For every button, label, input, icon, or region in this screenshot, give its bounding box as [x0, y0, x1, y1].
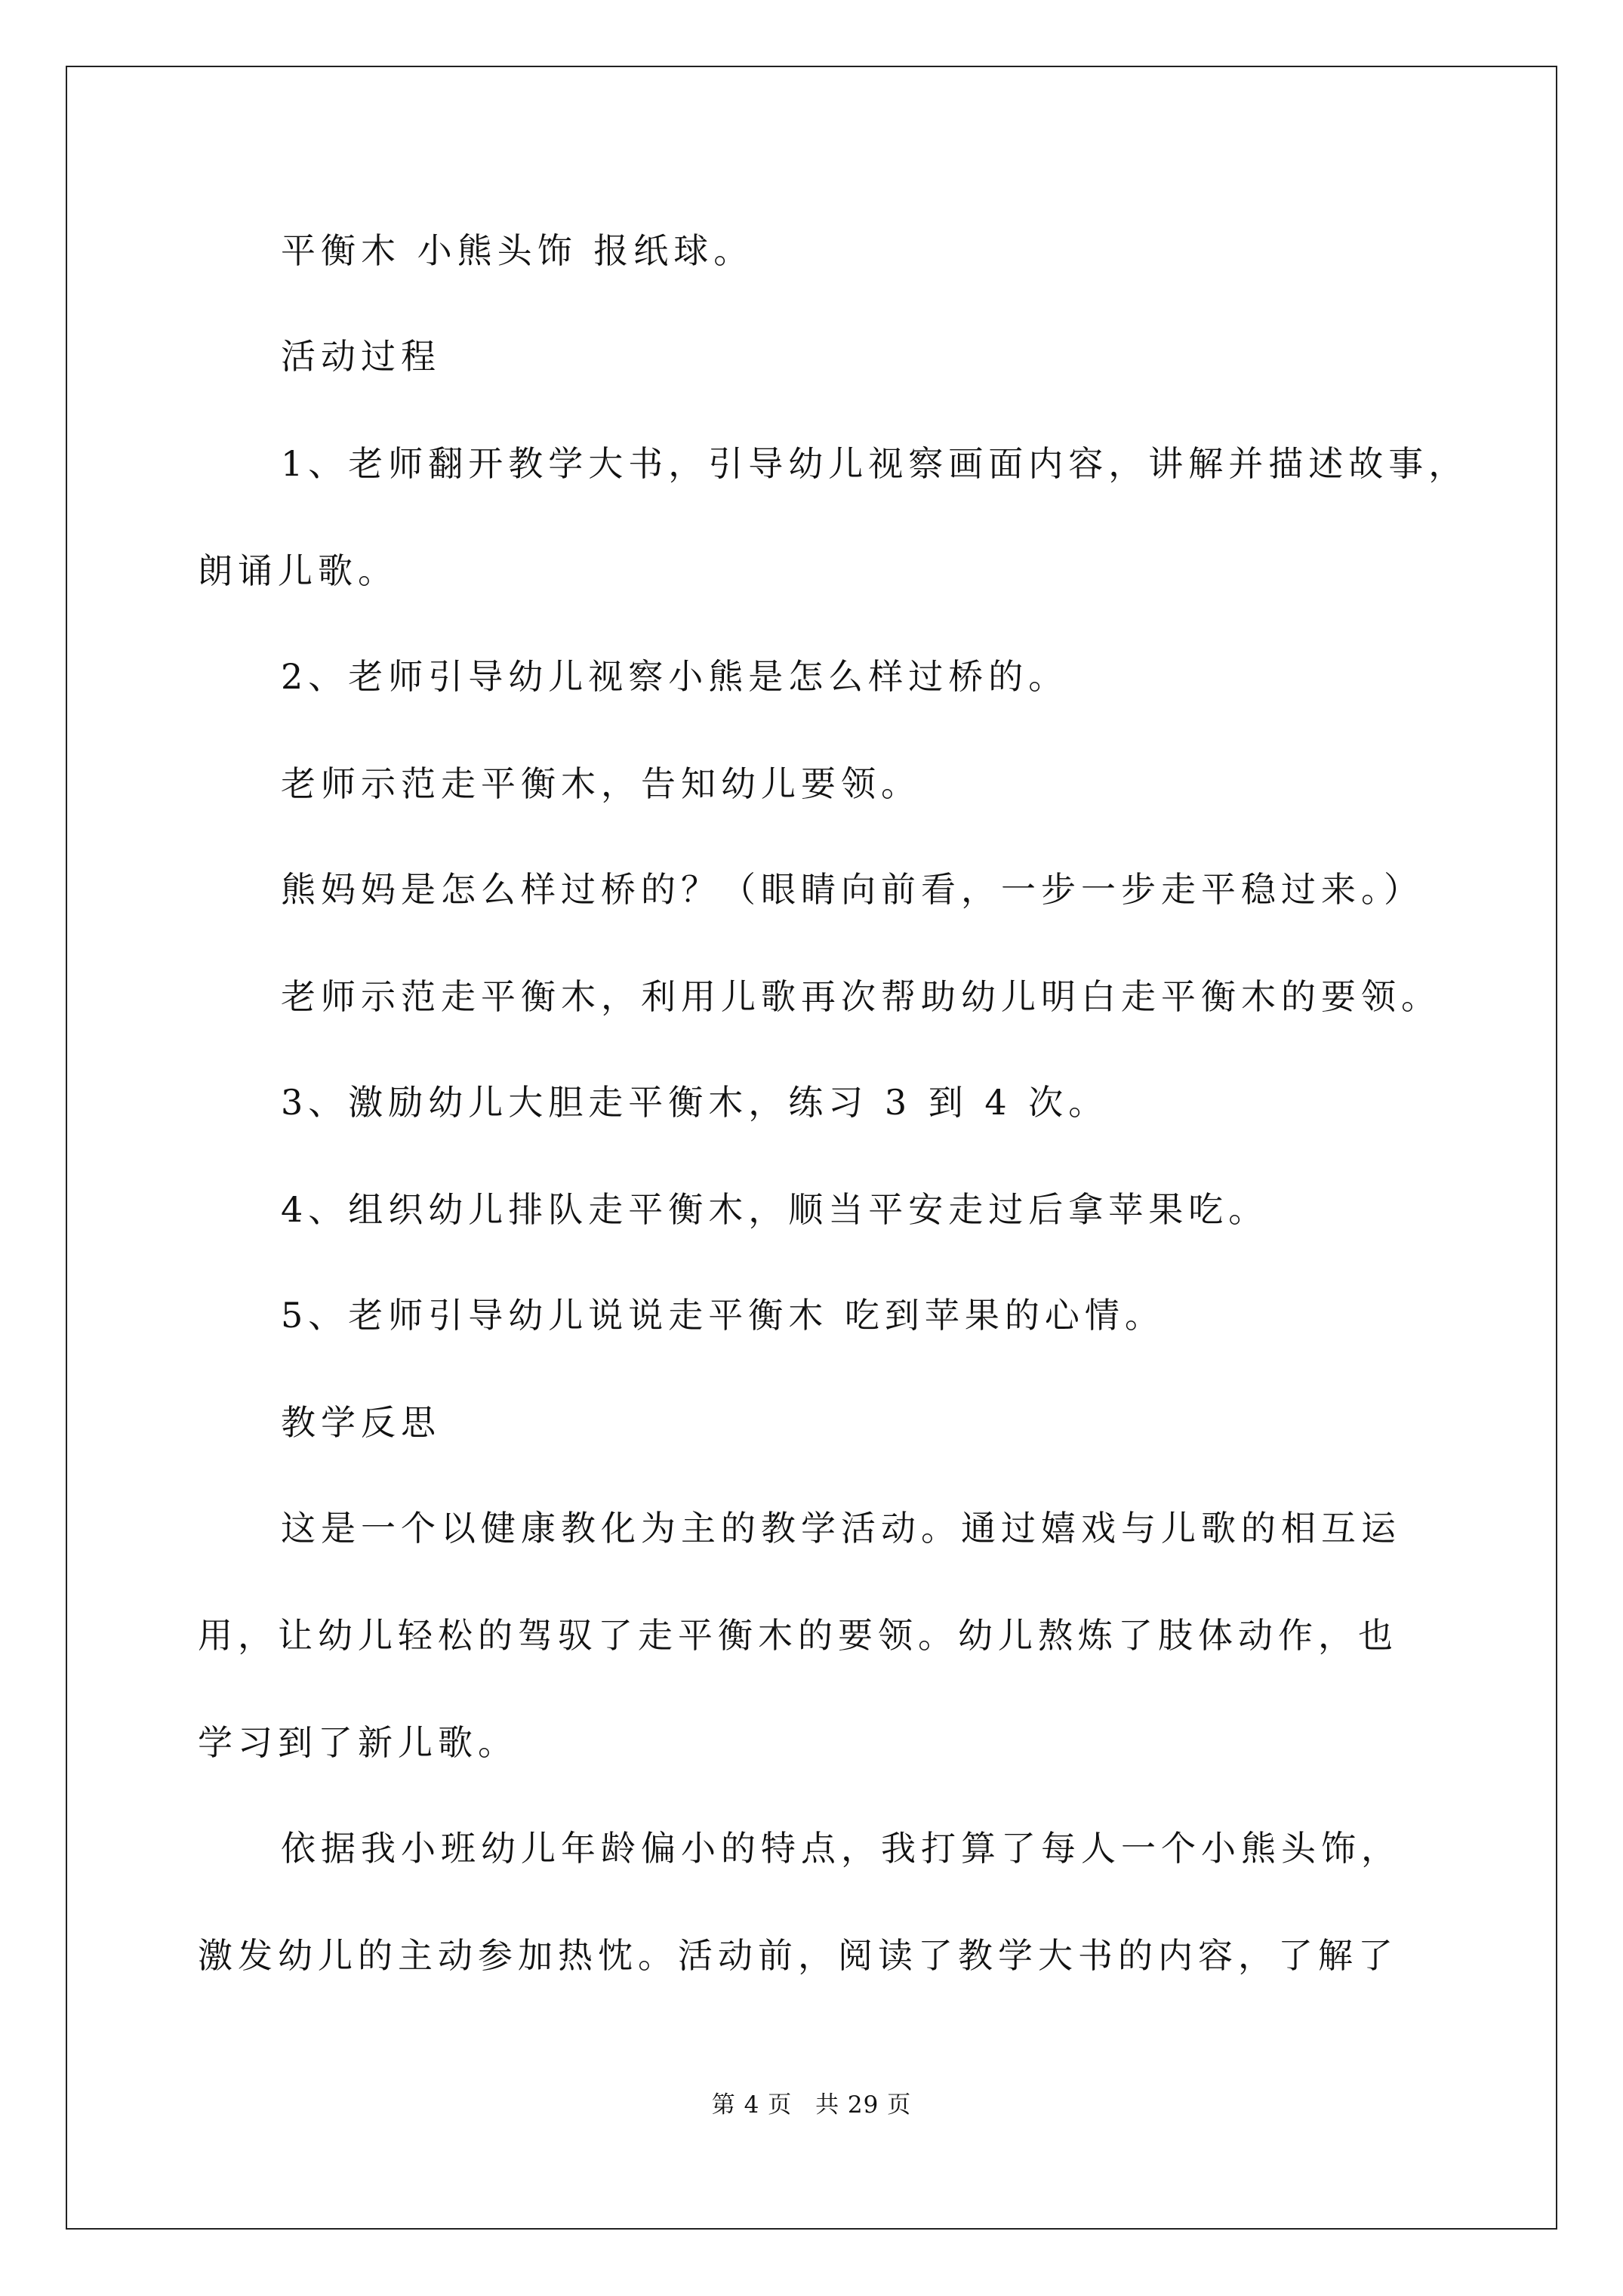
text-line: 4、组织幼儿排队走平衡木，顺当平安走过后拿苹果吃。 — [281, 1189, 1269, 1230]
text-line: 学习到了新儿歌。 — [198, 1722, 518, 1763]
page-total: 共 29 页 — [815, 2091, 912, 2119]
text-line: 这是一个以健康教化为主的教学活动。通过嬉戏与儿歌的相互运 — [281, 1508, 1401, 1549]
text-line: 熊妈妈是怎么样过桥的？（眼睛向前看，一步一步走平稳过来。） — [281, 869, 1424, 910]
text-line: 朗诵儿歌。 — [198, 550, 398, 591]
text-line: 用，让幼儿轻松的驾驭了走平衡木的要领。幼儿熬炼了肢体动作，也 — [198, 1615, 1398, 1656]
text-line: 依据我小班幼儿年龄偏小的特点，我打算了每人一个小熊头饰， — [281, 1828, 1401, 1869]
text-line: 老师示范走平衡木，告知幼儿要领。 — [281, 763, 921, 804]
text-line: 5、老师引导幼儿说说走平衡木 吃到苹果的心情。 — [281, 1295, 1165, 1336]
page-number: 第 4 页 — [711, 2091, 793, 2119]
text-line: 2、老师引导幼儿视察小熊是怎么样过桥的。 — [281, 656, 1069, 697]
text-line: 老师示范走平衡木，利用儿歌再次帮助幼儿明白走平衡木的要领。 — [281, 976, 1441, 1017]
text-line: 平衡木 小熊头饰 报纸球。 — [281, 230, 754, 271]
text-line: 3、激励幼儿大胆走平衡木，练习 3 到 4 次。 — [281, 1082, 1109, 1123]
text-line: 激发幼儿的主动参加热忱。活动前，阅读了教学大书的内容，了解了 — [198, 1935, 1398, 1976]
text-line: 1、老师翻开教学大书，引导幼儿视察画面内容，讲解并描述故事， — [281, 443, 1469, 484]
section-heading: 教学反思 — [281, 1402, 441, 1443]
section-heading: 活动过程 — [281, 336, 441, 377]
page-border — [66, 66, 1557, 2230]
page-footer — [0, 2090, 1623, 2120]
